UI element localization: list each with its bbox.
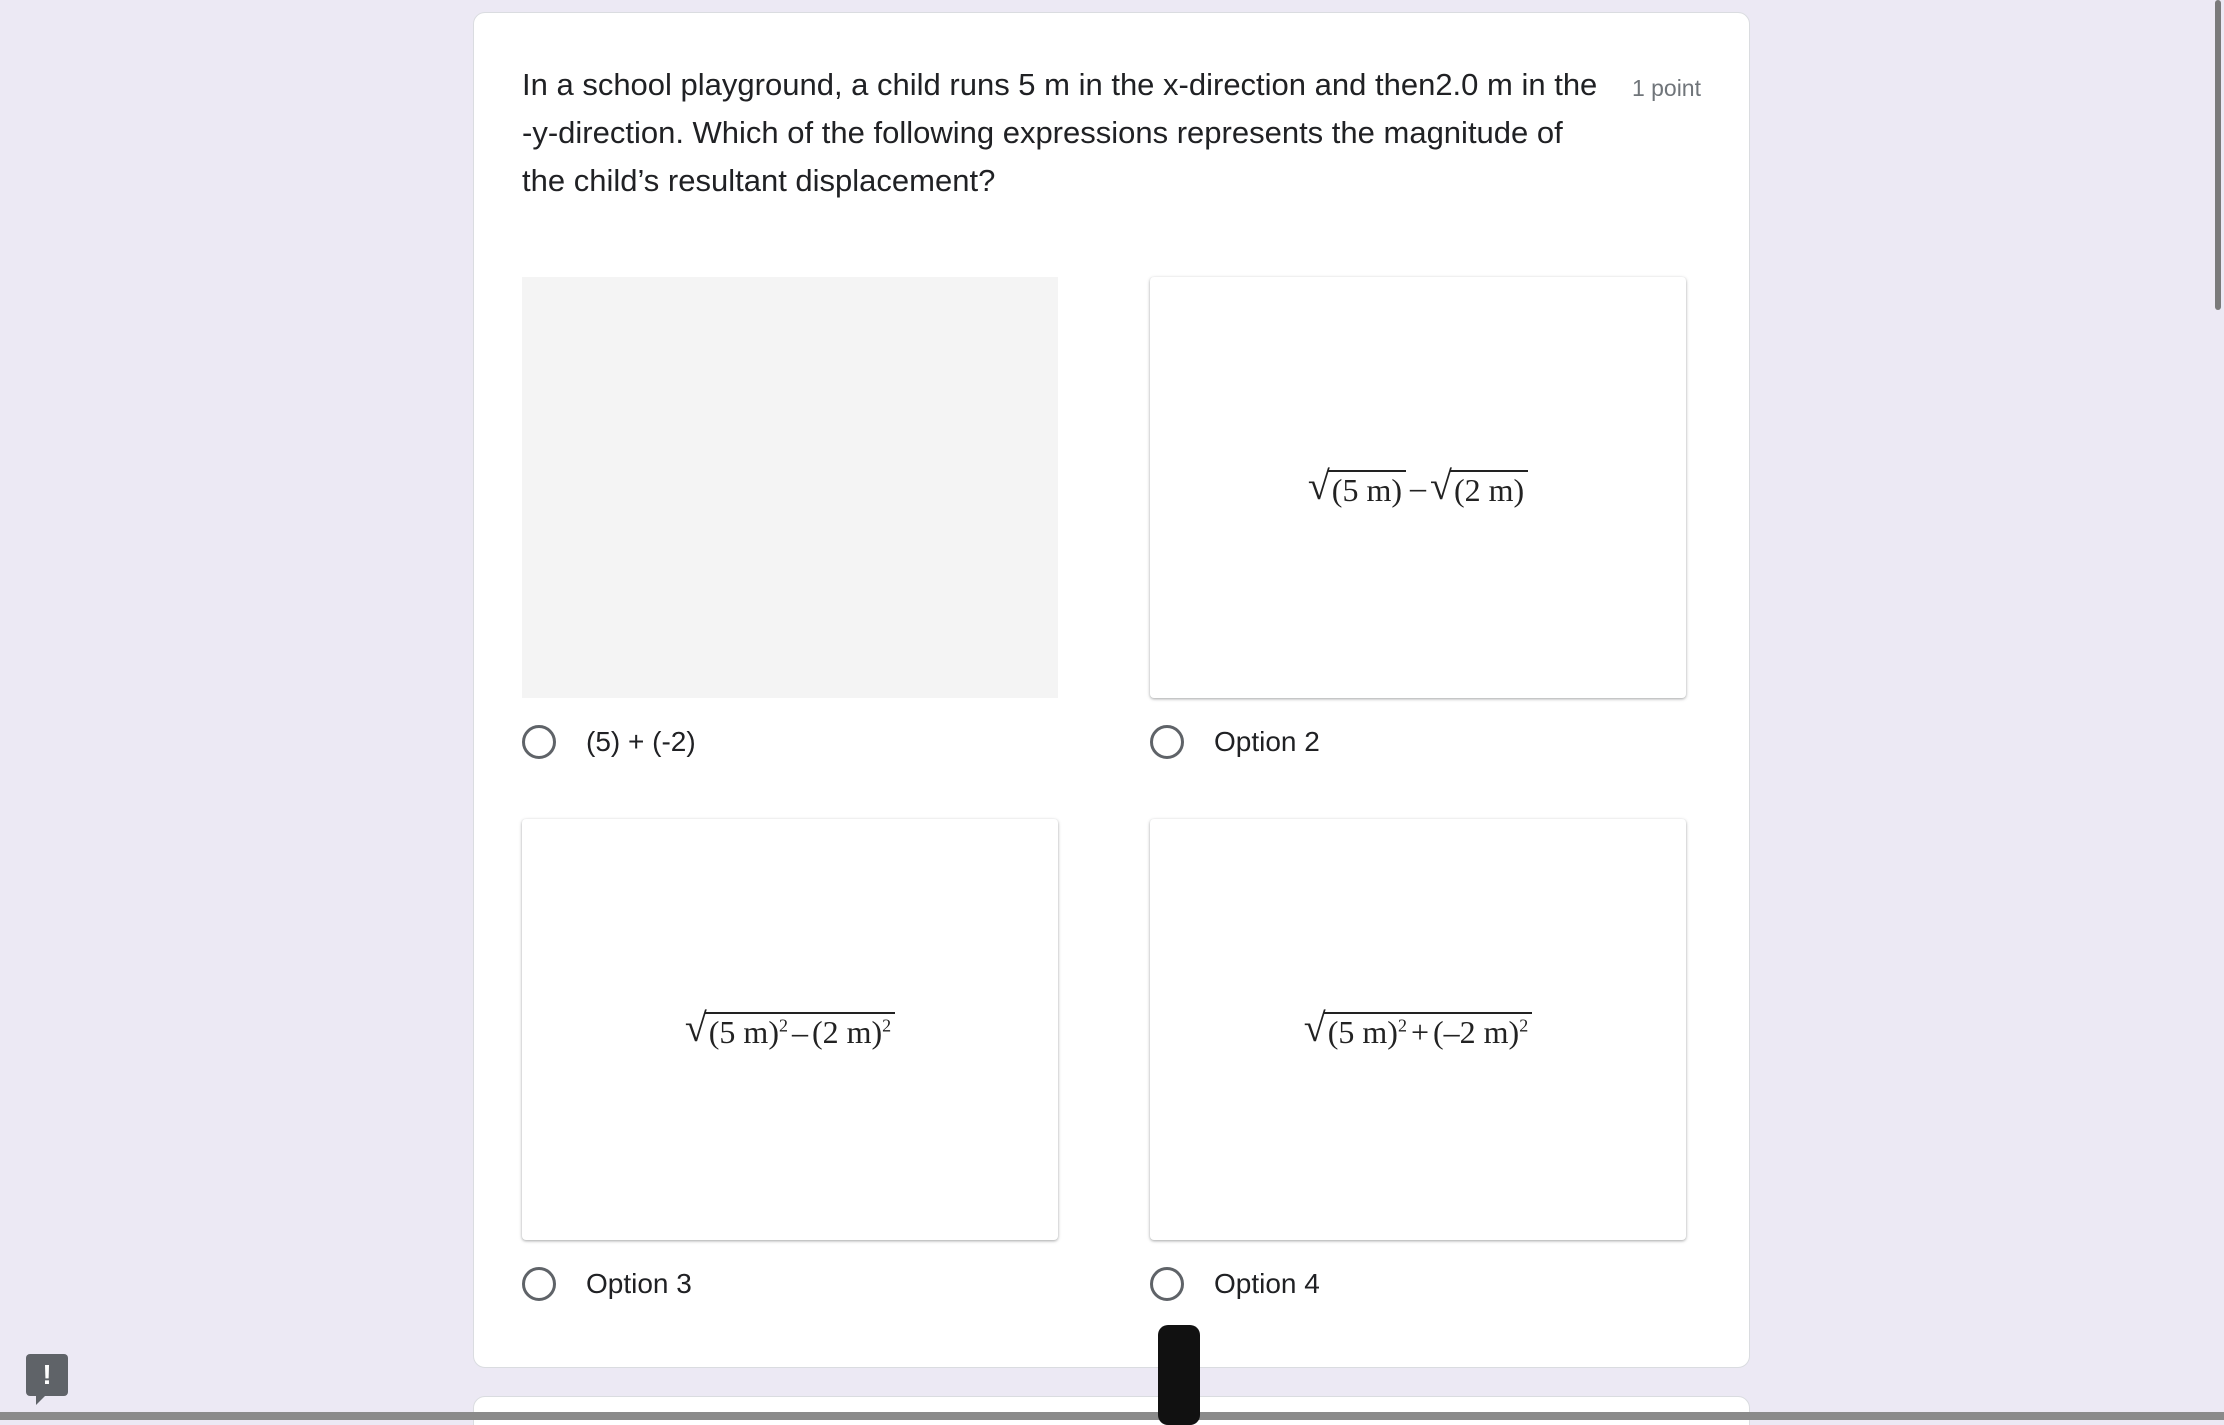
- option-2[interactable]: [1150, 720, 1320, 764]
- option-2-formula: [1307, 463, 1528, 509]
- option-1-radio[interactable]: [522, 725, 556, 759]
- option-3-radio[interactable]: [522, 1267, 556, 1301]
- formula-term: (5 m): [1327, 1014, 1398, 1051]
- formula-exponent: 2: [778, 1015, 788, 1036]
- option-4-radio[interactable]: [1150, 1267, 1184, 1301]
- option-1[interactable]: [522, 720, 696, 764]
- option-3-label[interactable]: Option 3: [586, 1268, 692, 1299]
- formula-operator: –: [791, 1014, 808, 1051]
- sqrt-symbol: √ (5 m): [1308, 466, 1406, 509]
- drag-handle[interactable]: [1158, 1325, 1200, 1425]
- scrollbar-thumb[interactable]: [2215, 0, 2221, 310]
- question-text: In a school playground, a child runs 5 m in the x-direction and then2.0 m in the -y-direction. Which of the following expressions represents the magnitude of the child’s resultant displacement?: [522, 67, 1598, 198]
- option-4-image: [1150, 819, 1686, 1240]
- next-question-card: [473, 1396, 1750, 1425]
- report-icon[interactable]: !: [26, 1354, 68, 1396]
- question-card: [473, 12, 1750, 1368]
- sqrt-symbol: √ (5 m)$^2$ + (–2 m)$^2$: [1304, 1008, 1532, 1051]
- points-label: 1 point: [1631, 75, 1701, 101]
- horizontal-divider: [0, 1412, 2224, 1420]
- option-3-formula: [684, 1005, 895, 1051]
- option-4-label[interactable]: Option 4: [1214, 1268, 1320, 1299]
- option-1-label[interactable]: (5) + (-2): [586, 726, 696, 757]
- formula-operator: –: [1410, 468, 1426, 505]
- formula-term: (5 m): [708, 1014, 779, 1051]
- option-3[interactable]: [522, 1262, 692, 1306]
- formula-term: (5 m): [1328, 470, 1406, 509]
- option-2-label[interactable]: Option 2: [1214, 726, 1320, 757]
- option-2-radio[interactable]: [1150, 725, 1184, 759]
- formula-term: (–2 m): [1433, 1014, 1520, 1051]
- formula-term: (2 m): [1450, 470, 1528, 509]
- option-4[interactable]: [1150, 1262, 1320, 1306]
- option-4-formula: [1303, 1005, 1532, 1051]
- formula-exponent: 2: [1519, 1015, 1529, 1036]
- formula-term: (2 m): [811, 1014, 883, 1051]
- formula-exponent: 2: [1397, 1015, 1407, 1036]
- option-2-image: [1150, 277, 1686, 698]
- sqrt-symbol: √ (5 m)$^2$ – (2 m)$^2$: [685, 1008, 895, 1051]
- sqrt-symbol: √ (2 m): [1430, 466, 1528, 509]
- option-1-image: [522, 277, 1058, 698]
- formula-operator: +: [1410, 1014, 1429, 1051]
- formula-exponent: 2: [882, 1015, 892, 1036]
- option-3-image: [522, 819, 1058, 1240]
